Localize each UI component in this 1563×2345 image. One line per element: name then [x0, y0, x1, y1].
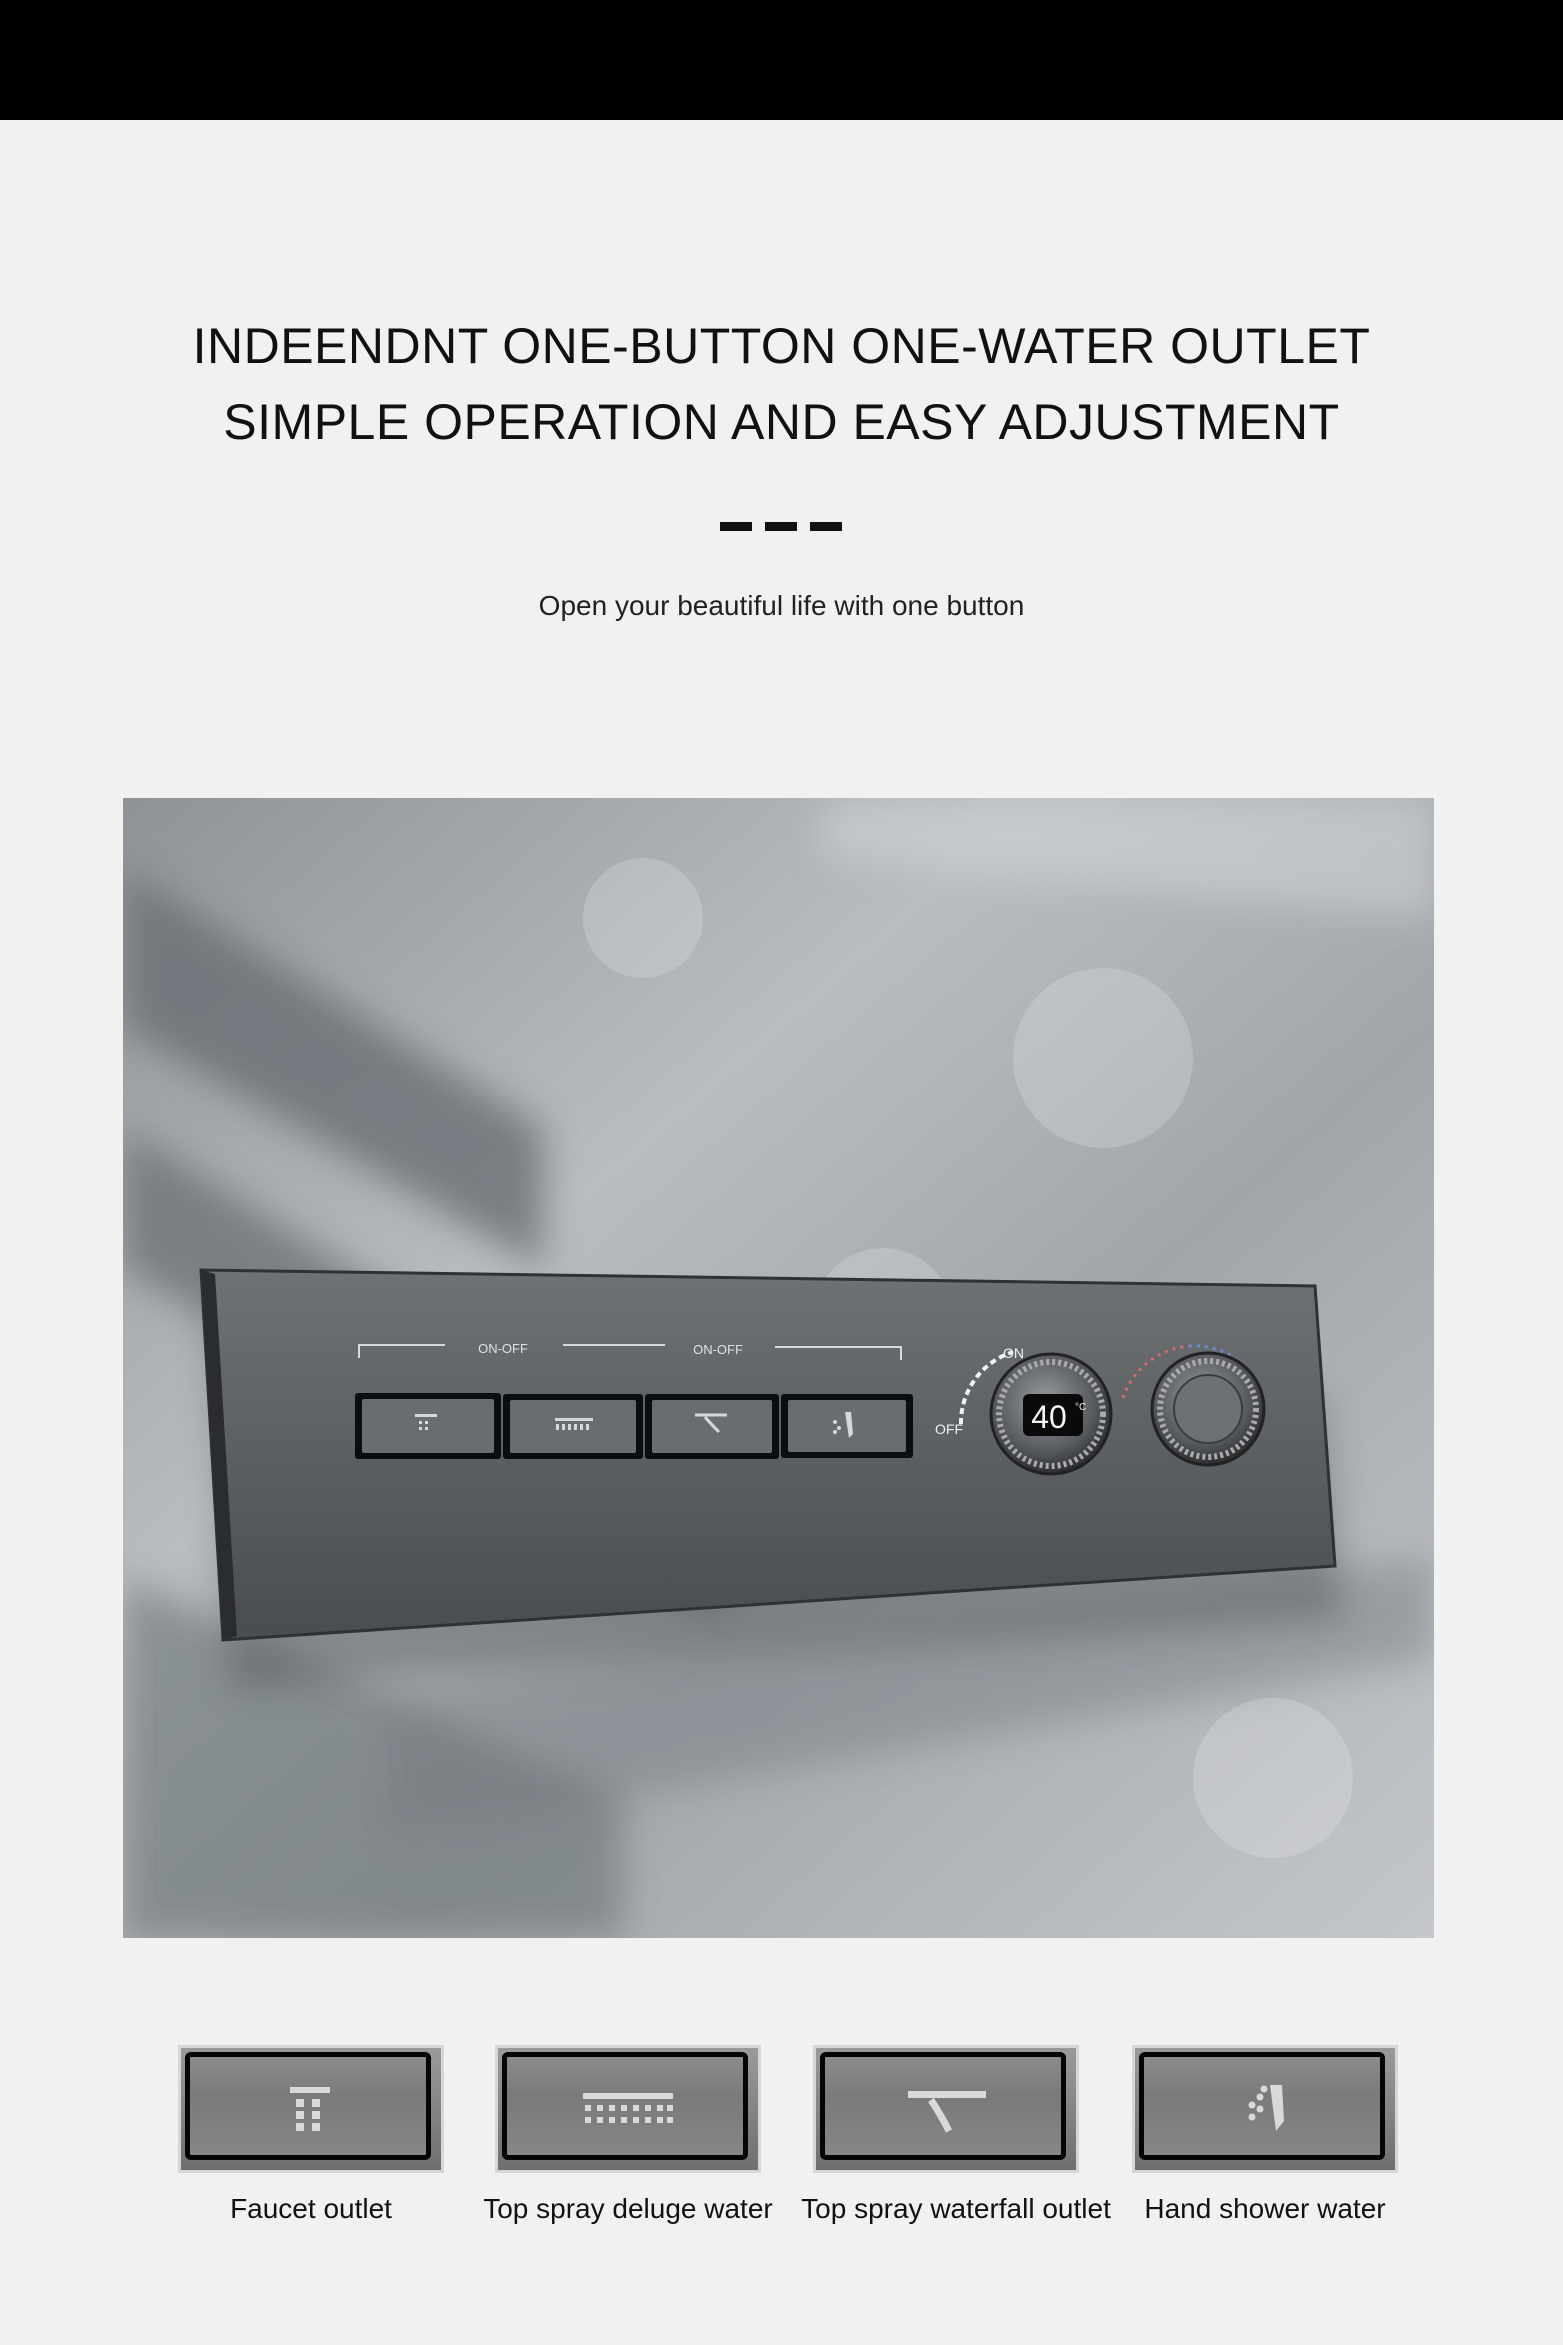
headline-line-1: INDEENDNT ONE-BUTTON ONE-WATER OUTLET — [192, 318, 1371, 374]
headline-line-2: SIMPLE OPERATION AND EASY ADJUSTMENT — [223, 394, 1340, 450]
outlet-tile-faucet[interactable] — [178, 2045, 444, 2173]
top-spray-deluge-icon — [495, 2045, 761, 2173]
panel-button-hand-shower[interactable] — [781, 1394, 913, 1458]
outlet-tile-hand-shower[interactable] — [1132, 2045, 1398, 2173]
divider-dash — [720, 522, 752, 531]
waterfall-outlet-icon — [813, 2045, 1079, 2173]
dial-off-label: OFF — [935, 1421, 963, 1437]
outlet-caption-hand-shower: Hand shower water — [1144, 2193, 1386, 2224]
panel-button-faucet[interactable] — [355, 1393, 501, 1459]
outlet-caption-faucet: Faucet outlet — [230, 2193, 392, 2224]
panel-button-deluge[interactable] — [503, 1394, 643, 1459]
panel-button-waterfall[interactable] — [645, 1394, 779, 1459]
product-hero-image — [123, 798, 1434, 1938]
top-black-bar — [0, 0, 1563, 120]
outlet-caption-deluge: Top spray deluge water — [483, 2193, 773, 2224]
outlet-caption-waterfall: Top spray waterfall outlet — [801, 2193, 1111, 2224]
temperature-unit: °C — [1075, 1402, 1087, 1413]
dial-on-label: ON — [1003, 1345, 1024, 1361]
hand-shower-icon — [1132, 2045, 1398, 2173]
outlet-tile-deluge[interactable] — [495, 2045, 761, 2173]
divider-dash — [765, 522, 797, 531]
on-off-label-right: ON-OFF — [693, 1342, 743, 1357]
divider-dash — [810, 522, 842, 531]
panel-buttons — [355, 1393, 913, 1459]
on-off-label-left: ON-OFF — [478, 1341, 528, 1356]
faucet-icon — [178, 2045, 444, 2173]
outlet-tile-waterfall[interactable] — [813, 2045, 1079, 2173]
product-scene — [123, 798, 1434, 1938]
headline — [0, 308, 1563, 460]
subtitle: Open your beautiful life with one button — [538, 590, 1025, 621]
temperature-readout: 40 — [1031, 1399, 1067, 1435]
